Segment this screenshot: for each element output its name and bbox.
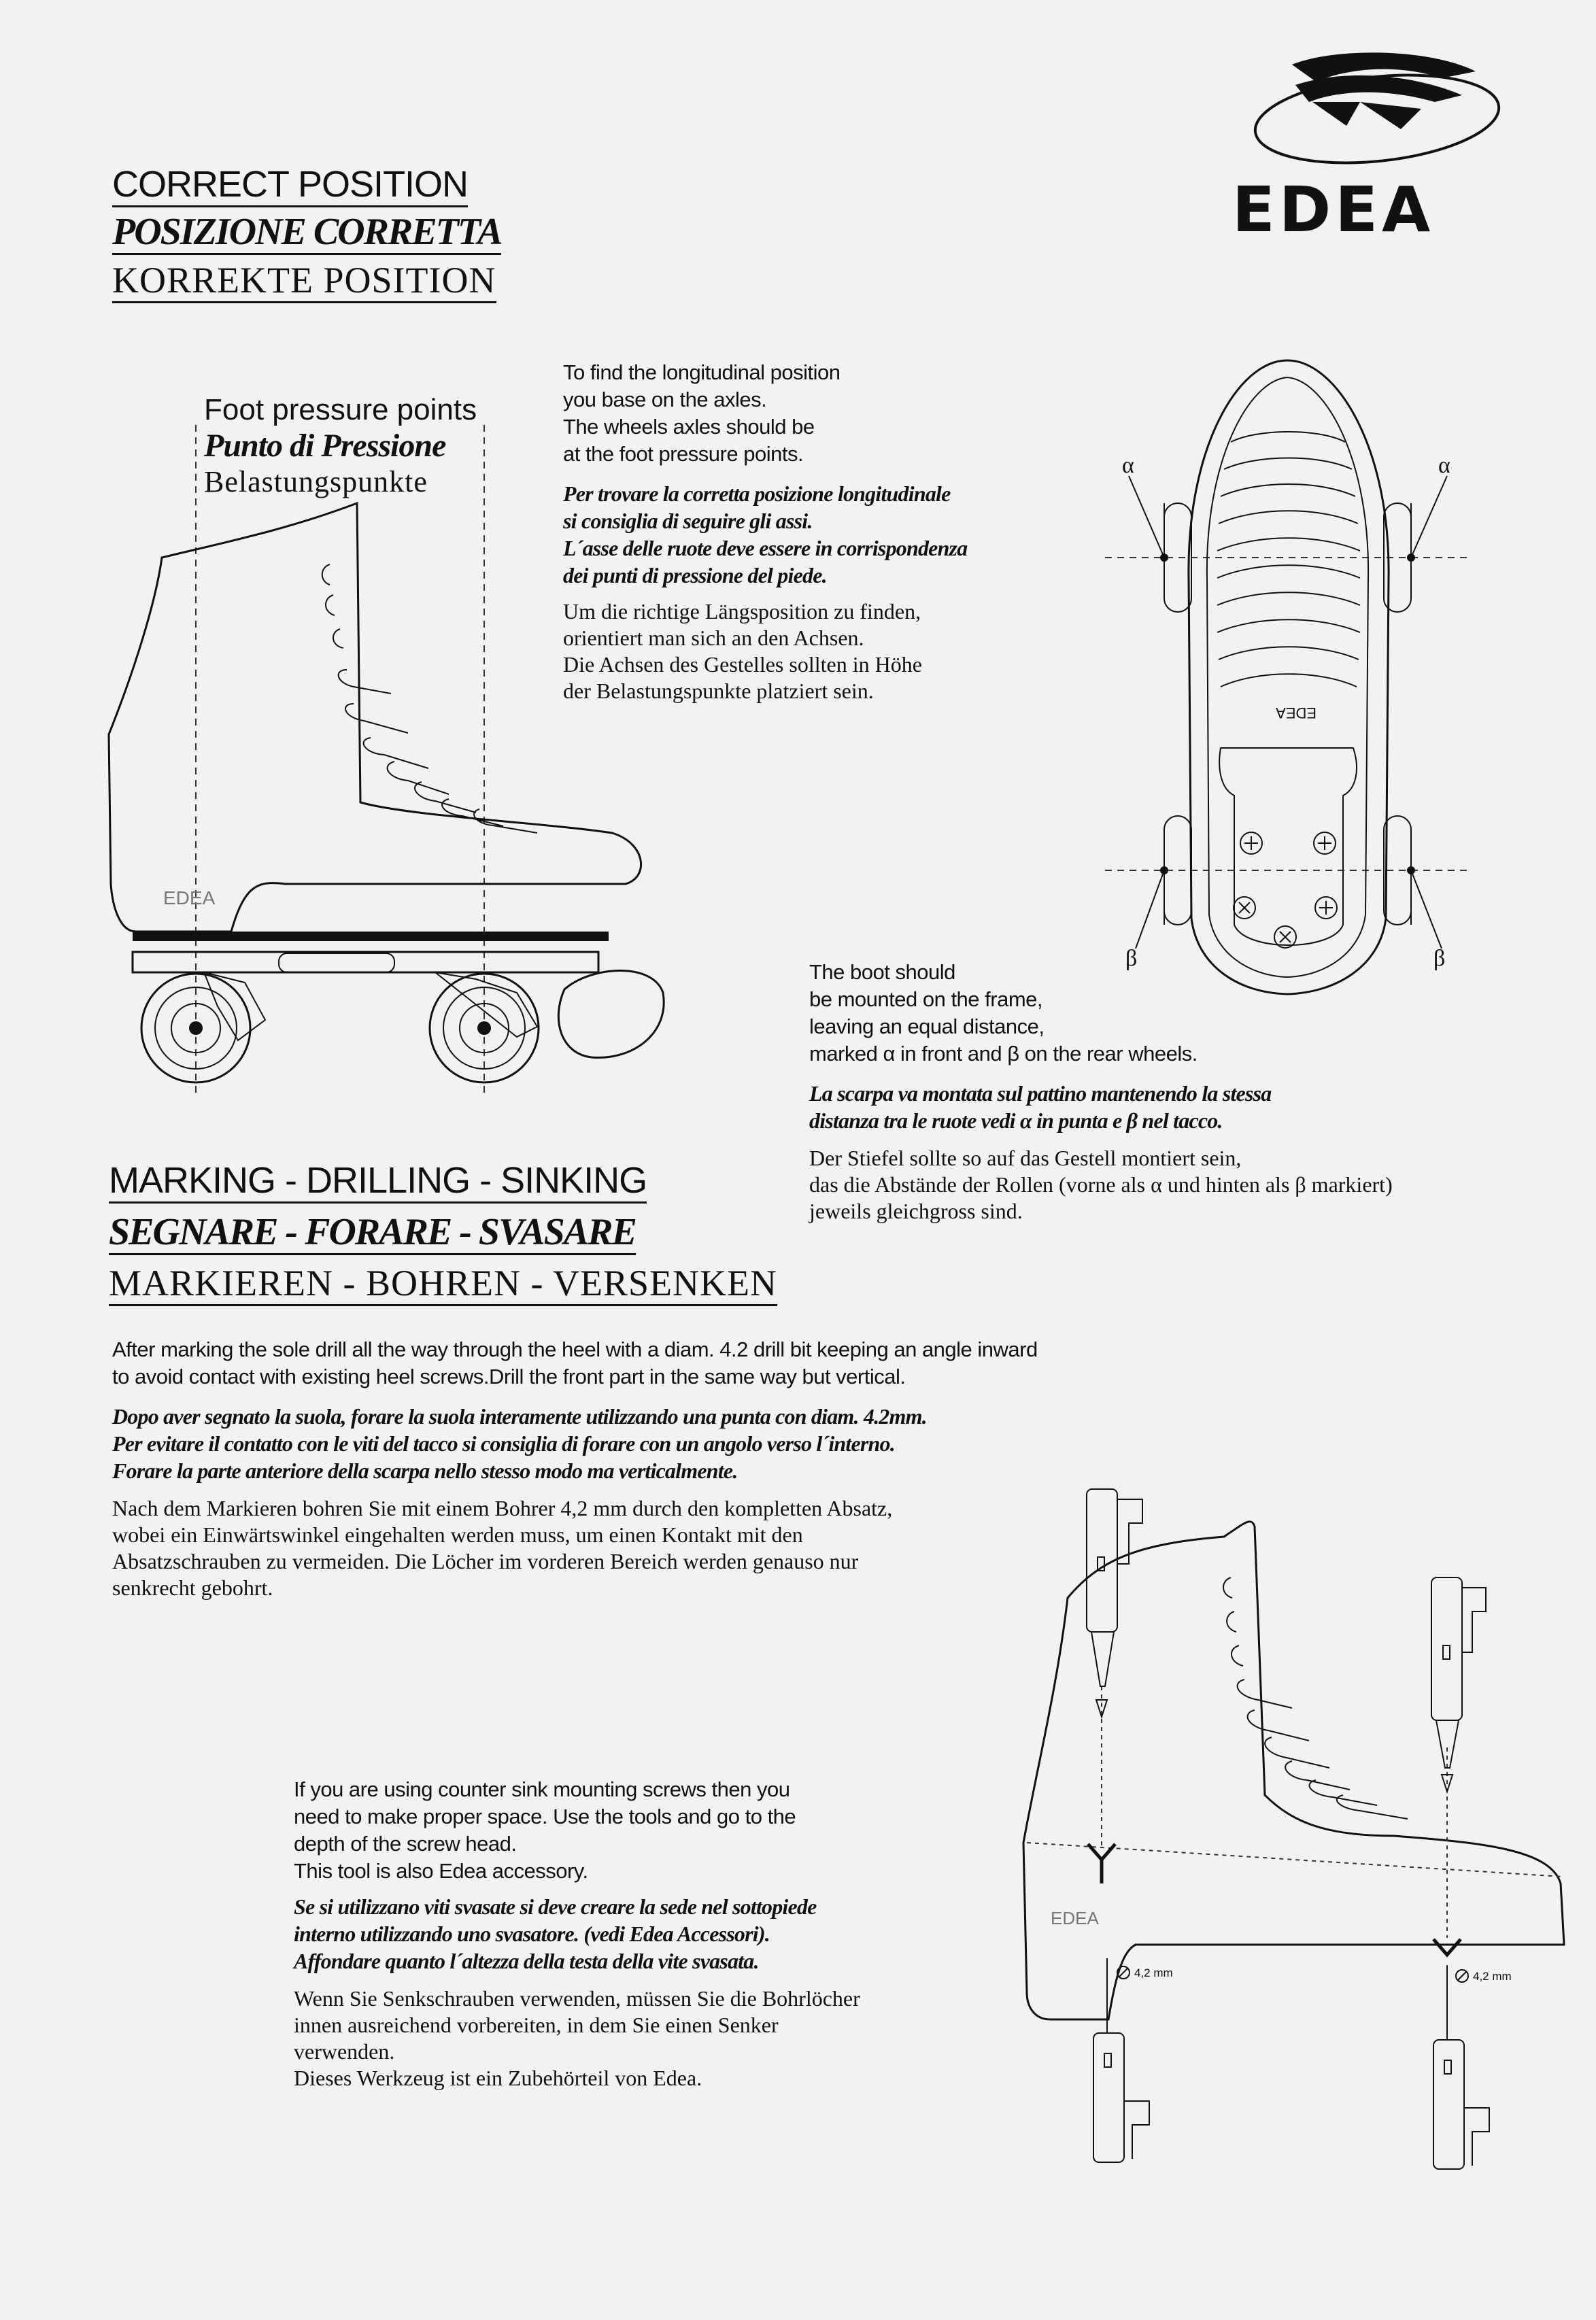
heading-en: CORRECT POSITION [112,165,468,207]
heading-it: POSIZIONE CORRETTA [112,212,501,256]
pressure-en: Foot pressure points [204,393,477,426]
pressure-de: Belastungspunkte [204,465,428,498]
mount-it: La scarpa va montata sul pattino mantenendo la stessa distanza tra le ruote vedi α in punta e β nel tacco. [809,1081,1272,1133]
heel-drill-mark [1088,1844,1115,1860]
front-drill-mark [1433,1939,1461,1955]
beta-right-label: β [1433,946,1446,971]
heading2-en: MARKING - DRILLING - SINKING [109,1161,647,1204]
drill-it: Dopo aver segnato la suola, forare la suola interamente utilizzando una punta con diam. 4.2mm. Per evitare il contatto con le viti del tacco si consiglia di forare con un angolo verso l´interno. Forare la parte anteriore della scarpa nello stesso modo ma verticalmente. [112,1404,927,1483]
insole-line [1027,1843,1563,1877]
drill-de: Nach dem Markieren bohren Sie mit einem Bohrer 4,2 mm durch den kompletten Absatz, wobei ein Einwärtswinkel eingehalten werden muss, um einen Kontakt mit den Absatzschrauben zu vermeiden. Die Löcher im vorderen Bereich werden genauso nur senkrecht gebohrt. [112,1496,893,1600]
sink-de: Wenn Sie Senkschrauben verwenden, müssen Sie die Bohrlöcher innen ausreichend vorbereiten, in dem Sie einen Senker verwenden. Dieses Werkzeug ist ein Zubehörteil von Edea. [294,1986,860,2090]
heading-de: KORREKTE POSITION [112,261,496,303]
axle-de: Um die richtige Längsposition zu finden, orientiert man sich an den Achsen. Die Achsen des Gestelles sollten in Höhe der Belastungspunkte platziert sein. [563,599,922,703]
sink-it: Se si utilizzano viti svasate si deve creare la sede nel sottopiede interno utilizzando uno svasatore. (vedi Edea Accessori). Affondare quanto l´altezza della testa della vite svasata. [294,1894,817,1973]
mount-de: Der Stiefel sollte so auf das Gestell montiert sein, das die Abstände der Rollen (vorne als α und hinten als β markiert) jeweils gleichgross sind. [809,1146,1393,1223]
logo-text: EDEA [1232,173,1435,246]
alpha-right-label: α [1438,453,1450,478]
heel-diameter-label [1117,1966,1173,1979]
svg-text:4,2 mm: 4,2 mm [1473,1970,1512,1983]
sink-en: If you are using counter sink mounting screws then you need to make proper space. Use the tools and go to the depth of the screw head. This tool is also Edea accessory. [294,1777,796,1883]
top-boot-mark: EDEA [1276,704,1317,721]
axle-it: Per trovare la corretta posizione longitudinale si consiglia di seguire gli assi. L´asse delle ruote deve essere in corrispondenza dei punti di pressione del piede. [563,481,968,587]
drill-boot-outline [1023,1522,1564,2019]
front-diameter-label [1456,1970,1512,1983]
drill-en: After marking the sole drill all the way through the heel with a diam. 4.2 drill bit keeping an angle inward to avoid contact with existing heel screws.Drill the front part in the same way but vertical. [112,1337,1038,1388]
drill-boot-laces [1223,1577,1408,1819]
front-countersink-tool-icon [1433,1965,1489,2169]
front-drill-tool-icon [1431,1577,1486,1792]
heel-countersink-tool-icon [1093,1958,1149,2162]
svg-text:4,2 mm: 4,2 mm [1134,1966,1173,1979]
side-boot-mark: EDEA [163,887,216,908]
heading2-de: MARKIEREN - BOHREN - VERSENKEN [109,1264,777,1306]
heel-drill-tool-icon [1087,1489,1142,1717]
beta-left-label: β [1125,946,1138,971]
pressure-it: Punto di Pressione [204,428,446,464]
mount-en: The boot should be mounted on the frame, leaving an equal distance, marked α in front and β on the rear wheels. [809,960,1198,1065]
drill-boot-mark: EDEA [1051,1908,1099,1928]
heading2-it: SEGNARE - FORARE - SVASARE [109,1212,636,1256]
alpha-left-label: α [1122,453,1134,478]
axle-en: To find the longitudinal position you base on the axles. The wheels axles should be at the foot pressure points. [563,360,841,466]
